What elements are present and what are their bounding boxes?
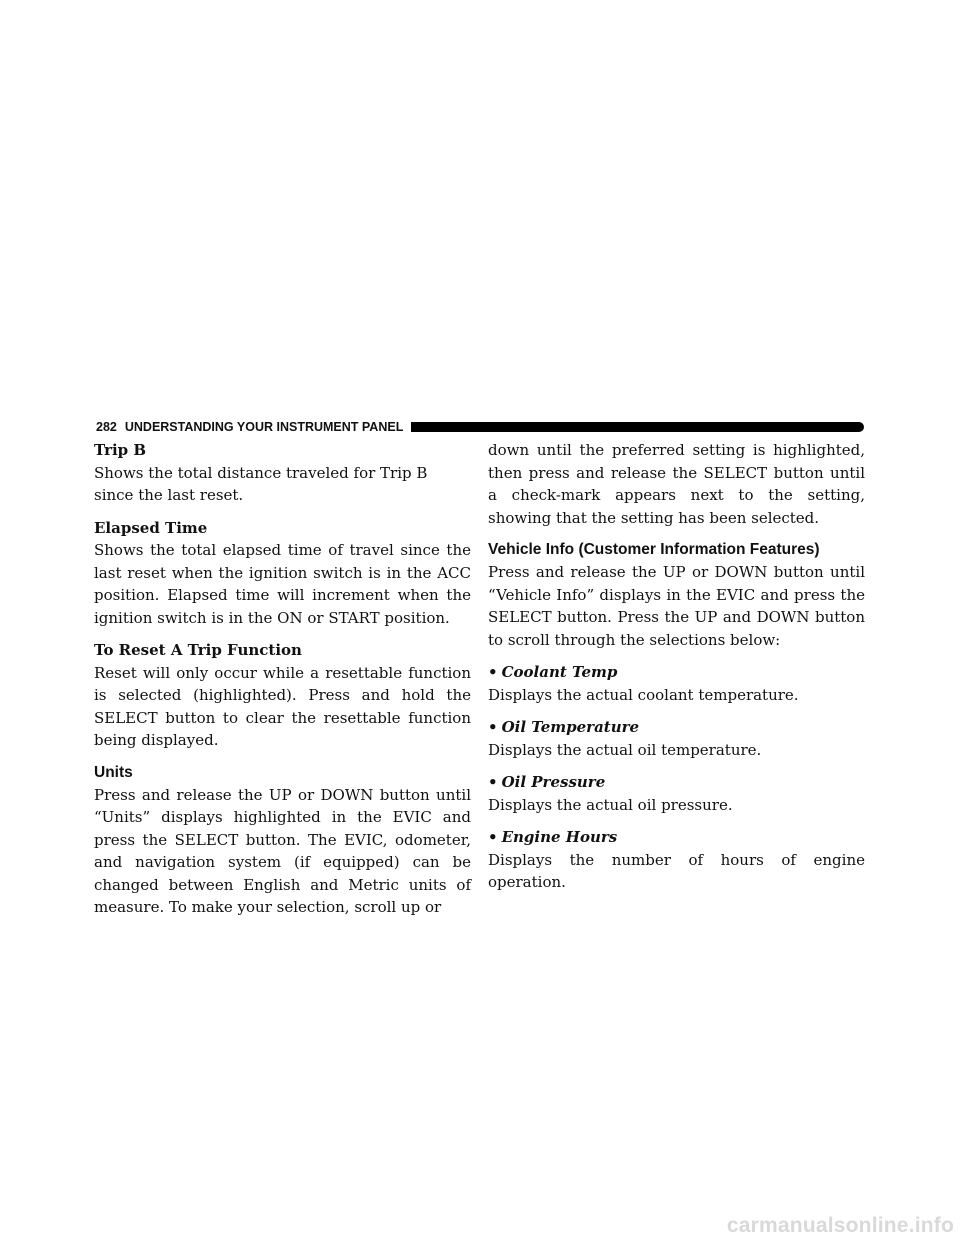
bullet-item-title: • Coolant Temp — [488, 663, 618, 681]
bullet-item-title: • Oil Pressure — [488, 773, 606, 791]
bullet-icon: • — [488, 663, 498, 681]
bullet-icon: • — [488, 718, 498, 736]
left-column — [94, 439, 471, 919]
right-column — [488, 439, 865, 894]
bullet-item-description: Displays the actual oil temperature. — [488, 740, 762, 759]
section-title: UNDERSTANDING YOUR INSTRUMENT PANEL — [124, 420, 404, 434]
watermark-strip — [0, 1209, 960, 1242]
trip-b-text: Shows the total distance traveled for Trip B since the last reset. — [94, 463, 428, 504]
bullet-item-description: Displays the actual oil pressure. — [488, 795, 733, 814]
watermark-text: carmanualsonline.info — [726, 1214, 954, 1237]
bullet-item-title: • Engine Hours — [488, 828, 618, 846]
page-header — [96, 418, 864, 436]
units-heading: Units — [94, 763, 133, 781]
bullet-item-description: Displays the number of hours of engine operation. — [488, 850, 865, 891]
units-continued-text: down until the preferred setting is highlighted, then press and release the SELECT button until a check-mark appears next to the setting, showing that the setting has been selected. — [488, 441, 865, 527]
vehicle-info-text: Press and release the UP or DOWN button until “Vehicle Info” displays in the EVIC and press the SELECT button. Press the UP and DOWN button to scroll through the selections below: — [488, 563, 865, 649]
page-number: 282 — [96, 420, 117, 434]
bullet-icon: • — [488, 828, 498, 846]
elapsed-time-text: Shows the total elapsed time of travel since the last reset when the ignition switch is in the ACC position. Elapsed time will increment when the ignition switch is in the ON or START position. — [94, 541, 471, 627]
units-text: Press and release the UP or DOWN button until “Units” displays highlighted in the EVIC and press the SELECT button. The EVIC, odometer, and navigation system (if equipped) can be changed between English and Metric units of measure. To make your selection, scroll up or — [94, 785, 471, 916]
bullet-item-description: Displays the actual coolant temperature. — [488, 685, 799, 704]
reset-trip-heading: To Reset A Trip Function — [94, 641, 302, 659]
elapsed-time-heading: Elapsed Time — [94, 518, 208, 537]
bullet-item-title: • Oil Temperature — [488, 718, 640, 736]
vehicle-info-heading: Vehicle Info (Customer Information Features) — [488, 541, 820, 558]
bullet-icon: • — [488, 773, 498, 791]
header-rule — [411, 422, 864, 432]
trip-b-heading: Trip B — [94, 441, 147, 459]
reset-trip-text: Reset will only occur while a resettable function is selected (highlighted). Press and hold the SELECT button to clear the resettable function being displayed. — [94, 663, 471, 749]
